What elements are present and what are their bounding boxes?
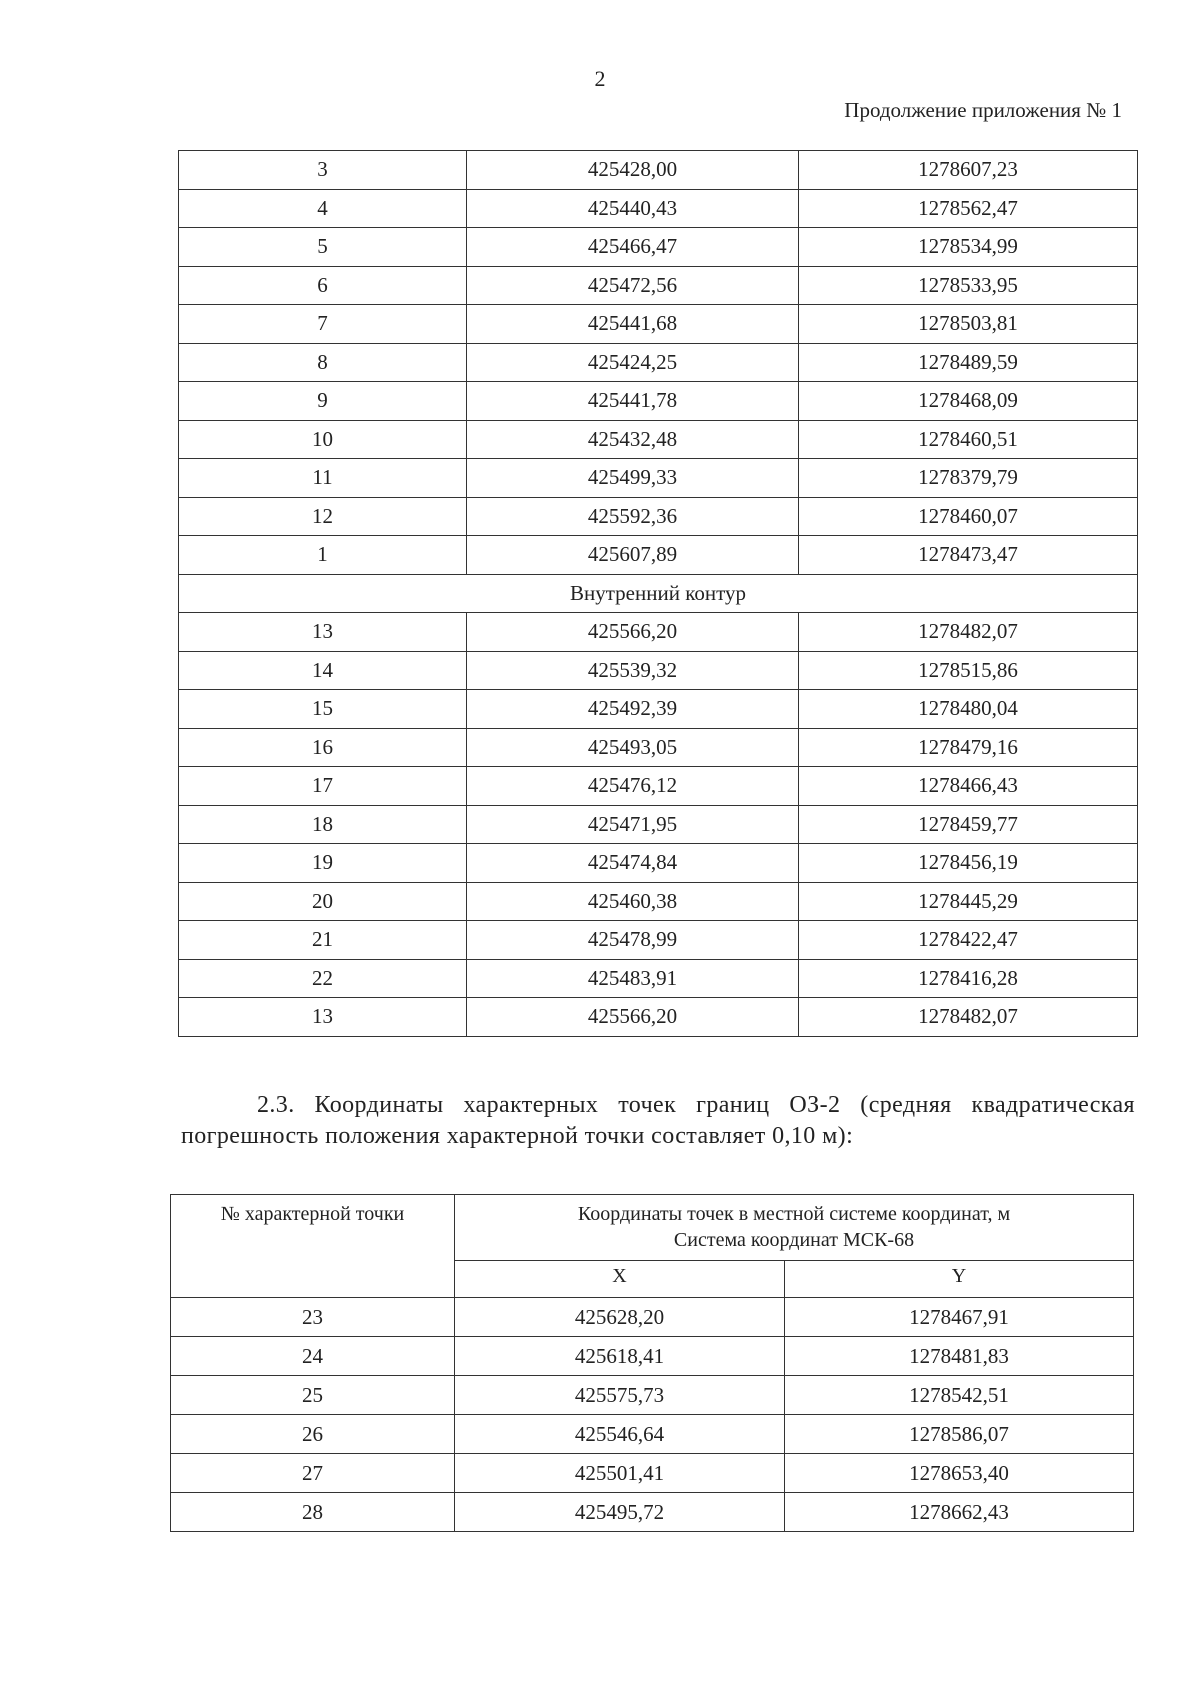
table-row — [179, 305, 1138, 344]
y-coordinate-cell: 1278445,29 — [799, 882, 1138, 921]
point-number-cell: 24 — [171, 1337, 455, 1376]
x-coordinate-cell: 425466,47 — [467, 228, 799, 267]
table-row — [179, 266, 1138, 305]
point-number-cell: 8 — [179, 343, 467, 382]
coordinates-table-oz1 — [178, 150, 1138, 1037]
appendix-continuation-note: Продолжение приложения № 1 — [844, 98, 1122, 122]
x-coordinate-cell: 425432,48 — [467, 420, 799, 459]
inner-contour-rows — [179, 613, 1138, 1037]
table2-rows — [171, 1298, 1134, 1532]
point-number-cell: 18 — [179, 805, 467, 844]
table2-header-row — [171, 1195, 1134, 1261]
y-coordinate-cell: 1278460,51 — [799, 420, 1138, 459]
coordinates-table-oz2 — [170, 1194, 1134, 1532]
y-coordinate-cell: 1278489,59 — [799, 343, 1138, 382]
table-row — [179, 882, 1138, 921]
table-row — [171, 1376, 1134, 1415]
table-row — [171, 1454, 1134, 1493]
x-coordinate-cell: 425607,89 — [467, 536, 799, 575]
table-row — [179, 151, 1138, 190]
x-coordinate-cell: 425441,78 — [467, 382, 799, 421]
x-coordinate-cell: 425493,05 — [467, 728, 799, 767]
point-number-cell: 26 — [171, 1415, 455, 1454]
y-coordinate-cell: 1278416,28 — [799, 959, 1138, 998]
y-coordinate-cell: 1278422,47 — [799, 921, 1138, 960]
x-coordinate-cell: 425440,43 — [467, 189, 799, 228]
y-coordinate-cell: 1278479,16 — [799, 728, 1138, 767]
x-coordinate-cell: 425474,84 — [467, 844, 799, 883]
y-coordinate-cell: 1278542,51 — [785, 1376, 1134, 1415]
point-number-cell: 1 — [179, 536, 467, 575]
y-coordinate-cell: 1278533,95 — [799, 266, 1138, 305]
table-row — [179, 805, 1138, 844]
y-coordinate-cell: 1278662,43 — [785, 1493, 1134, 1532]
y-coordinate-cell: 1278379,79 — [799, 459, 1138, 498]
table-row — [179, 536, 1138, 575]
table-row — [179, 844, 1138, 883]
header-coordinates — [455, 1195, 1134, 1261]
y-coordinate-cell: 1278586,07 — [785, 1415, 1134, 1454]
table-row — [179, 613, 1138, 652]
y-coordinate-cell: 1278481,83 — [785, 1337, 1134, 1376]
point-number-cell: 28 — [171, 1493, 455, 1532]
table-row — [179, 420, 1138, 459]
x-coordinate-cell: 425592,36 — [467, 497, 799, 536]
inner-contour-label: Внутренний контур — [179, 574, 1138, 613]
point-number-cell: 21 — [179, 921, 467, 960]
x-coordinate-cell: 425441,68 — [467, 305, 799, 344]
x-coordinate-cell: 425628,20 — [455, 1298, 785, 1337]
y-coordinate-cell: 1278480,04 — [799, 690, 1138, 729]
y-coordinate-cell: 1278534,99 — [799, 228, 1138, 267]
table-row — [171, 1298, 1134, 1337]
point-number-cell: 6 — [179, 266, 467, 305]
point-number-cell: 20 — [179, 882, 467, 921]
x-coordinate-cell: 425499,33 — [467, 459, 799, 498]
y-coordinate-cell: 1278467,91 — [785, 1298, 1134, 1337]
table-row — [171, 1337, 1134, 1376]
point-number-cell: 13 — [179, 613, 467, 652]
point-number-cell: 5 — [179, 228, 467, 267]
x-coordinate-cell: 425472,56 — [467, 266, 799, 305]
y-coordinate-cell: 1278607,23 — [799, 151, 1138, 190]
y-coordinate-cell: 1278653,40 — [785, 1454, 1134, 1493]
table-row — [179, 382, 1138, 421]
table-row — [179, 921, 1138, 960]
y-coordinate-cell: 1278562,47 — [799, 189, 1138, 228]
table-row — [171, 1493, 1134, 1532]
x-coordinate-cell: 425428,00 — [467, 151, 799, 190]
point-number-cell: 15 — [179, 690, 467, 729]
x-coordinate-cell: 425424,25 — [467, 343, 799, 382]
table-row — [179, 228, 1138, 267]
x-coordinate-cell: 425539,32 — [467, 651, 799, 690]
x-coordinate-cell: 425478,99 — [467, 921, 799, 960]
header-x: X — [455, 1261, 785, 1298]
x-coordinate-cell: 425495,72 — [455, 1493, 785, 1532]
page-number: 2 — [594, 66, 606, 91]
point-number-cell: 17 — [179, 767, 467, 806]
point-number-cell: 4 — [179, 189, 467, 228]
x-coordinate-cell: 425618,41 — [455, 1337, 785, 1376]
point-number-cell: 25 — [171, 1376, 455, 1415]
x-coordinate-cell: 425546,64 — [455, 1415, 785, 1454]
table-row — [171, 1415, 1134, 1454]
x-coordinate-cell: 425575,73 — [455, 1376, 785, 1415]
x-coordinate-cell: 425476,12 — [467, 767, 799, 806]
point-number-cell: 23 — [171, 1298, 455, 1337]
y-coordinate-cell: 1278456,19 — [799, 844, 1138, 883]
table-row — [179, 651, 1138, 690]
point-number-cell: 22 — [179, 959, 467, 998]
x-coordinate-cell: 425483,91 — [467, 959, 799, 998]
header-y: Y — [785, 1261, 1134, 1298]
point-number-cell: 13 — [179, 998, 467, 1037]
table-row — [179, 189, 1138, 228]
table-row — [179, 343, 1138, 382]
point-number-cell: 14 — [179, 651, 467, 690]
point-number-cell: 3 — [179, 151, 467, 190]
x-coordinate-cell: 425566,20 — [467, 998, 799, 1037]
point-number-cell: 9 — [179, 382, 467, 421]
section-2-3-paragraph: 2.3. Координаты характерных точек границ ОЗ-2 (средняя квадратическая погрешность положения характерной точки составляет 0,10 м): — [181, 1092, 1135, 1149]
point-number-cell: 11 — [179, 459, 467, 498]
table-row — [179, 998, 1138, 1037]
point-number-cell: 27 — [171, 1454, 455, 1493]
table-row — [179, 497, 1138, 536]
y-coordinate-cell: 1278459,77 — [799, 805, 1138, 844]
header-coordinates-line2: Система координат МСК-68 — [673, 1229, 915, 1251]
table-row — [179, 459, 1138, 498]
point-number-cell: 19 — [179, 844, 467, 883]
x-coordinate-cell: 425471,95 — [467, 805, 799, 844]
x-coordinate-cell: 425460,38 — [467, 882, 799, 921]
table-row — [179, 767, 1138, 806]
inner-contour-row — [179, 574, 1138, 613]
y-coordinate-cell: 1278460,07 — [799, 497, 1138, 536]
point-number-cell: 16 — [179, 728, 467, 767]
table-row — [179, 690, 1138, 729]
table-row — [179, 959, 1138, 998]
table-row — [179, 728, 1138, 767]
y-coordinate-cell: 1278482,07 — [799, 998, 1138, 1037]
y-coordinate-cell: 1278468,09 — [799, 382, 1138, 421]
x-coordinate-cell: 425492,39 — [467, 690, 799, 729]
y-coordinate-cell: 1278503,81 — [799, 305, 1138, 344]
y-coordinate-cell: 1278473,47 — [799, 536, 1138, 575]
y-coordinate-cell: 1278515,86 — [799, 651, 1138, 690]
outer-contour-rows — [179, 151, 1138, 575]
point-number-cell: 10 — [179, 420, 467, 459]
y-coordinate-cell: 1278482,07 — [799, 613, 1138, 652]
x-coordinate-cell: 425501,41 — [455, 1454, 785, 1493]
point-number-cell: 7 — [179, 305, 467, 344]
x-coordinate-cell: 425566,20 — [467, 613, 799, 652]
y-coordinate-cell: 1278466,43 — [799, 767, 1138, 806]
header-coordinates-line1: Координаты точек в местной системе координат, м — [577, 1203, 1011, 1225]
header-point-number: № характерной точки — [171, 1195, 455, 1298]
point-number-cell: 12 — [179, 497, 467, 536]
